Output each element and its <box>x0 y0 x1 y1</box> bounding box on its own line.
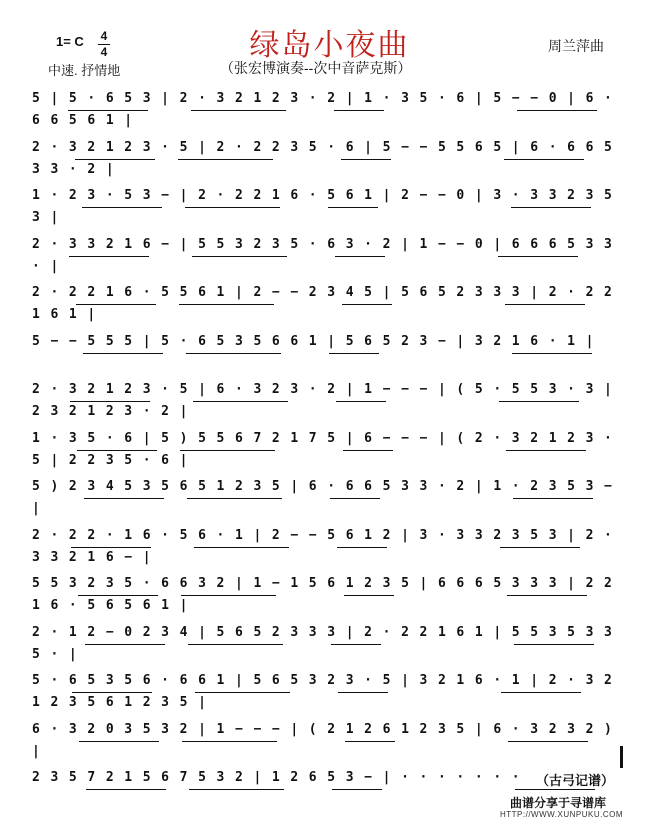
beam-line <box>335 256 385 257</box>
beam-line <box>332 789 382 790</box>
beam-line <box>341 159 391 160</box>
notation-text: 2 · 3 2 1 2 3 · 5 | 6 · 3 2 3 · 2 | 1 − − − | ( 5 · 5 5 3 · 3 | 2 3 2 1 2 3 · 2 | <box>32 382 614 419</box>
beam-line <box>182 741 277 742</box>
beam-line <box>180 450 275 451</box>
beam-line <box>79 741 159 742</box>
beam-line <box>344 595 394 596</box>
beam-line <box>178 159 273 160</box>
beam-line <box>328 207 378 208</box>
beam-line <box>195 692 290 693</box>
beam-line <box>75 159 155 160</box>
staff-line <box>28 426 632 468</box>
staff-line <box>28 329 632 359</box>
source-site: 曲谱分享于寻谱库 <box>510 796 607 810</box>
staff-line <box>28 377 632 419</box>
beam-line <box>508 741 588 742</box>
beam-line <box>513 498 593 499</box>
beam-line <box>189 789 284 790</box>
staff-line <box>28 86 632 128</box>
notation-text: 2 · 2 2 1 6 · 5 5 6 1 | 2 − − 2 3 4 5 | 5 6 5 2 3 3 3 | 2 · 2 2 1 6 1 | <box>32 285 614 322</box>
composer: 周兰萍曲 <box>548 38 604 54</box>
beam-line <box>498 256 578 257</box>
beam-line <box>72 692 152 693</box>
staff-line <box>28 135 632 177</box>
beam-line <box>77 450 157 451</box>
beam-line <box>343 450 393 451</box>
beam-line <box>499 401 579 402</box>
tempo-marking: 中速. 抒情地 <box>48 63 121 78</box>
beam-line <box>68 110 148 111</box>
time-signature-top: 4 <box>100 29 108 43</box>
staff-line <box>28 620 632 662</box>
notation-text: 5 − − 5 5 5 | 5 · 6 5 3 5 6 6 1 | 5 6 5 2 3 − | 3 2 1 6 · 1 | <box>32 333 595 349</box>
beam-line <box>85 644 165 645</box>
beam-line <box>188 644 283 645</box>
notation-text: 2 · 3 3 2 1 6 − | 5 5 3 2 3 5 · 6 3 · 2 | 1 − − 0 | 6 6 6 5 3 3 · | <box>32 236 614 274</box>
beam-line <box>82 207 162 208</box>
staff-line <box>28 183 632 225</box>
beam-line <box>501 692 581 693</box>
notation-text: 2 · 1 2 − 0 2 3 4 | 5 6 5 2 3 3 3 | 2 · 2 2 1 6 1 | 5 5 3 5 3 3 5 · | <box>32 624 614 662</box>
beam-line <box>185 207 280 208</box>
key-signature: 1= C <box>56 34 84 49</box>
beam-line <box>186 353 281 354</box>
beam-line <box>504 159 584 160</box>
beam-line <box>342 304 392 305</box>
performer-subtitle: （张宏博演奏--次中音萨克斯） <box>220 60 412 76</box>
staff-line <box>28 668 632 710</box>
beam-line <box>331 644 381 645</box>
beam-line <box>515 789 595 790</box>
notation-text: 2 · 2 2 · 1 6 · 5 6 · 1 | 2 − − 5 6 1 2 | 3 · 3 3 2 3 5 3 | 2 · 3 3 2 1 6 − | <box>32 527 614 565</box>
beam-line <box>330 498 380 499</box>
beam-line <box>512 353 592 354</box>
beam-line <box>71 547 151 548</box>
beam-line <box>507 595 587 596</box>
beam-line <box>192 256 287 257</box>
page-title: 绿岛小夜曲 <box>249 28 410 63</box>
staff-line <box>28 523 632 565</box>
staff-line <box>28 280 632 322</box>
notation-text: 2 3 5 7 2 1 5 6 7 5 3 2 | 1 2 6 5 3 − | · · · · · · · <box>32 770 522 785</box>
notation-text: 1 · 2 3 · 5 3 − | 2 · 2 2 1 6 · 5 6 1 | 2 − − 0 | 3 · 3 3 2 3 5 3 | <box>32 188 614 225</box>
staff-line <box>28 232 632 274</box>
beam-line <box>187 498 282 499</box>
beam-line <box>506 450 586 451</box>
beam-line <box>193 401 288 402</box>
beam-line <box>345 741 395 742</box>
beam-line <box>329 353 379 354</box>
notation-text: 5 ) 2 3 4 5 3 5 6 5 1 2 3 5 | 6 · 6 6 5 3 3 · 2 | 1 · 2 3 5 3 − | <box>32 479 614 516</box>
beam-line <box>179 304 274 305</box>
staff-line <box>28 717 632 759</box>
beam-line <box>86 789 166 790</box>
staff-line <box>28 474 632 516</box>
beam-line <box>78 595 158 596</box>
beam-line <box>194 547 289 548</box>
beam-line <box>70 401 150 402</box>
beam-line <box>338 692 388 693</box>
time-signature-bottom: 4 <box>100 45 108 59</box>
beam-line <box>181 595 276 596</box>
transcriber-credit: （古弓记谱） <box>536 773 615 788</box>
beam-line <box>505 304 585 305</box>
notation-text: 1 · 3 5 · 6 | 5 ) 5 5 6 7 2 1 7 5 | 6 − − − | ( 2 · 3 2 1 2 3 · 5 | 2 2 3 5 · 6 | <box>32 430 614 468</box>
notation-text: 5 | 5 · 6 5 3 | 2 · 3 2 1 2 3 · 2 | 1 · 3 5 · 6 | 5 − − 0 | 6 · 6 6 5 6 1 | <box>32 91 614 128</box>
beam-line <box>69 256 149 257</box>
beam-line <box>517 110 597 111</box>
notation-text: 2 · 3 2 1 2 3 · 5 | 2 · 2 2 3 5 · 6 | 5 − − 5 5 6 5 | 6 · 6 6 5 3 3 · 2 | <box>32 139 614 177</box>
beam-line <box>76 304 156 305</box>
notation-text: 6 · 3 2 0 3 5 3 2 | 1 − − − | ( 2 1 2 6 1 2 3 5 | 6 · 3 2 3 2 ) | <box>32 721 614 759</box>
beam-line <box>191 110 286 111</box>
beam-line <box>337 547 387 548</box>
beam-line <box>84 498 164 499</box>
final-barline <box>620 746 623 768</box>
beam-line <box>511 207 591 208</box>
beam-line <box>514 644 594 645</box>
notation-text: 5 · 6 5 3 5 6 · 6 6 1 | 5 6 5 3 2 3 · 5 | 3 2 1 6 · 1 | 2 · 3 2 1 2 3 5 6 1 2 3 5 | <box>32 673 614 710</box>
beam-line <box>83 353 163 354</box>
staff-line <box>28 571 632 613</box>
source-url: HTTP://WWW.XUNPUKU.COM <box>500 810 623 819</box>
notation-text: 5 5 3 2 3 5 · 6 6 3 2 | 1 − 1 5 6 1 2 3 5 | 6 6 6 5 3 3 3 | 2 2 1 6 · 5 6 5 6 1 | <box>32 576 614 613</box>
time-signature <box>98 30 110 59</box>
beam-line <box>334 110 384 111</box>
beam-line <box>336 401 386 402</box>
beam-line <box>500 547 580 548</box>
